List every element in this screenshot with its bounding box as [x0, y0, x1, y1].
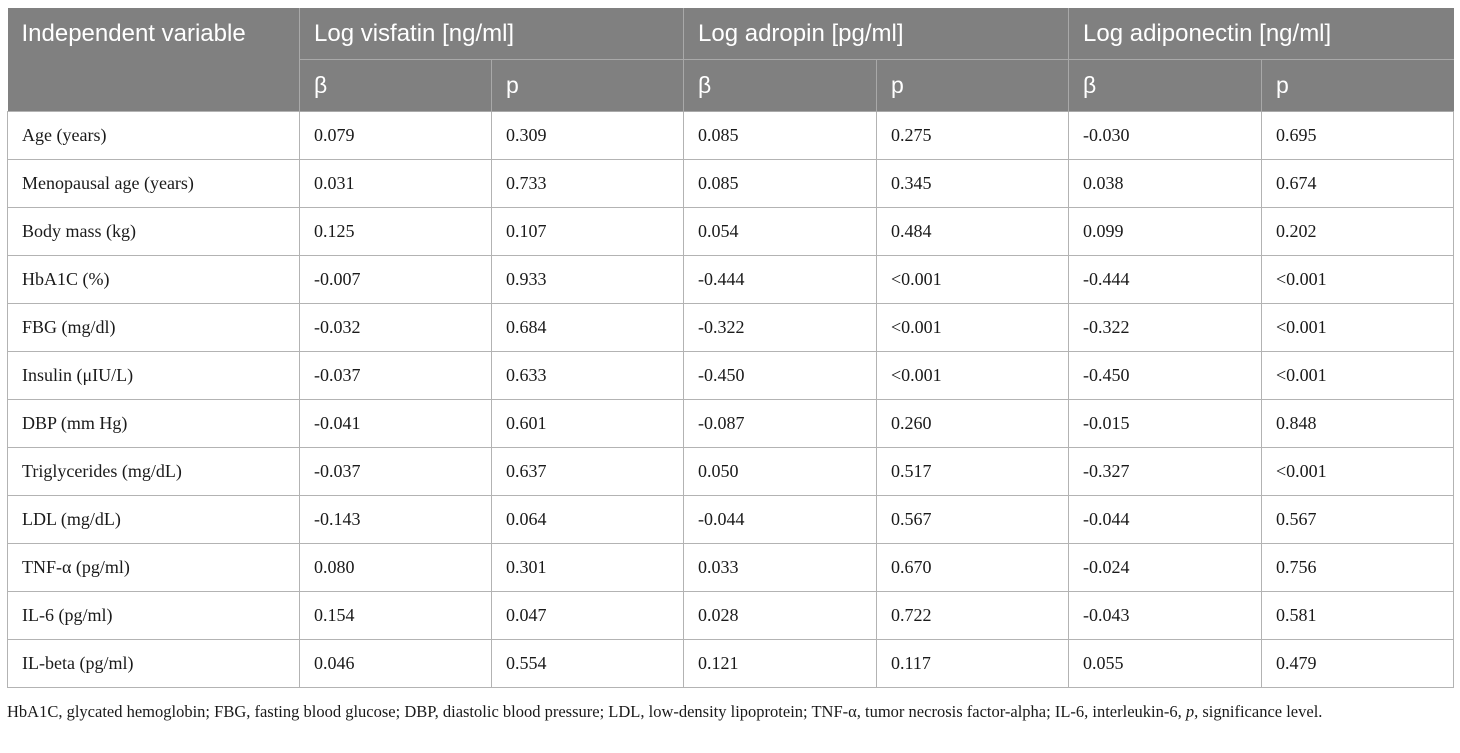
cell-adiponectin-p: <0.001 — [1262, 256, 1454, 304]
cell-adropin-beta: 0.050 — [684, 448, 877, 496]
table-footnote — [7, 700, 1453, 723]
table-row — [8, 208, 1454, 256]
cell-adropin-p: 0.345 — [877, 160, 1069, 208]
cell-adropin-p: 0.670 — [877, 544, 1069, 592]
table-body — [8, 112, 1454, 688]
header-visfatin-p: p — [492, 60, 684, 112]
cell-visfatin-p: 0.064 — [492, 496, 684, 544]
cell-variable: Body mass (kg) — [8, 208, 300, 256]
cell-visfatin-beta: 0.079 — [300, 112, 492, 160]
table-row — [8, 544, 1454, 592]
table-header — [8, 8, 1454, 112]
regression-results-table — [7, 8, 1454, 688]
cell-visfatin-p: 0.554 — [492, 640, 684, 688]
cell-adiponectin-beta: -0.327 — [1069, 448, 1262, 496]
cell-adropin-p: 0.722 — [877, 592, 1069, 640]
cell-visfatin-p: 0.637 — [492, 448, 684, 496]
table-row — [8, 448, 1454, 496]
cell-visfatin-beta: -0.037 — [300, 352, 492, 400]
cell-adropin-beta: -0.087 — [684, 400, 877, 448]
cell-adiponectin-beta: -0.444 — [1069, 256, 1262, 304]
cell-variable: Insulin (μIU/L) — [8, 352, 300, 400]
cell-visfatin-p: 0.633 — [492, 352, 684, 400]
cell-adiponectin-beta: 0.099 — [1069, 208, 1262, 256]
cell-adiponectin-beta: -0.015 — [1069, 400, 1262, 448]
cell-adropin-beta: 0.028 — [684, 592, 877, 640]
cell-variable: DBP (mm Hg) — [8, 400, 300, 448]
cell-variable: Triglycerides (mg/dL) — [8, 448, 300, 496]
table-row — [8, 496, 1454, 544]
cell-adiponectin-p: 0.695 — [1262, 112, 1454, 160]
cell-adropin-beta: -0.444 — [684, 256, 877, 304]
cell-visfatin-p: 0.107 — [492, 208, 684, 256]
cell-visfatin-beta: -0.041 — [300, 400, 492, 448]
cell-adropin-beta: 0.085 — [684, 160, 877, 208]
table-row — [8, 640, 1454, 688]
table-row — [8, 160, 1454, 208]
cell-adropin-p: <0.001 — [877, 352, 1069, 400]
cell-adiponectin-p: 0.674 — [1262, 160, 1454, 208]
cell-adiponectin-beta: -0.450 — [1069, 352, 1262, 400]
cell-adropin-p: 0.275 — [877, 112, 1069, 160]
cell-visfatin-p: 0.601 — [492, 400, 684, 448]
cell-adiponectin-beta: 0.038 — [1069, 160, 1262, 208]
table-row — [8, 112, 1454, 160]
header-adiponectin-beta: β — [1069, 60, 1262, 112]
header-log-adropin: Log adropin [pg/ml] — [684, 8, 1069, 60]
cell-visfatin-beta: -0.037 — [300, 448, 492, 496]
cell-adropin-p: 0.117 — [877, 640, 1069, 688]
cell-adropin-beta: -0.322 — [684, 304, 877, 352]
cell-variable: LDL (mg/dL) — [8, 496, 300, 544]
cell-variable: FBG (mg/dl) — [8, 304, 300, 352]
cell-adropin-p: 0.567 — [877, 496, 1069, 544]
cell-variable: Age (years) — [8, 112, 300, 160]
cell-adiponectin-p: <0.001 — [1262, 448, 1454, 496]
header-corner-blank — [8, 60, 300, 112]
cell-adropin-beta: 0.033 — [684, 544, 877, 592]
cell-adiponectin-p: 0.581 — [1262, 592, 1454, 640]
footnote-p-symbol: p — [1185, 702, 1195, 721]
cell-adropin-beta: -0.450 — [684, 352, 877, 400]
table-row — [8, 400, 1454, 448]
cell-variable: Menopausal age (years) — [8, 160, 300, 208]
cell-variable: HbA1C (%) — [8, 256, 300, 304]
cell-adiponectin-beta: -0.043 — [1069, 592, 1262, 640]
header-row-groups — [8, 8, 1454, 60]
cell-adropin-beta: 0.121 — [684, 640, 877, 688]
cell-adropin-p: <0.001 — [877, 256, 1069, 304]
cell-visfatin-beta: -0.143 — [300, 496, 492, 544]
header-visfatin-beta: β — [300, 60, 492, 112]
cell-adiponectin-beta: -0.044 — [1069, 496, 1262, 544]
cell-adiponectin-p: 0.567 — [1262, 496, 1454, 544]
cell-visfatin-beta: 0.031 — [300, 160, 492, 208]
cell-visfatin-p: 0.684 — [492, 304, 684, 352]
header-adiponectin-p: p — [1262, 60, 1454, 112]
table-row — [8, 256, 1454, 304]
table-row — [8, 352, 1454, 400]
header-independent-variable: Independent variable — [8, 8, 300, 60]
cell-adropin-p: 0.260 — [877, 400, 1069, 448]
cell-adiponectin-p: <0.001 — [1262, 304, 1454, 352]
cell-adiponectin-p: 0.202 — [1262, 208, 1454, 256]
cell-adropin-p: <0.001 — [877, 304, 1069, 352]
cell-adropin-beta: -0.044 — [684, 496, 877, 544]
table-row — [8, 304, 1454, 352]
footnote-text-end: , significance level. — [1194, 702, 1323, 721]
table-row — [8, 592, 1454, 640]
cell-visfatin-p: 0.733 — [492, 160, 684, 208]
cell-adiponectin-p: 0.848 — [1262, 400, 1454, 448]
cell-visfatin-p: 0.933 — [492, 256, 684, 304]
cell-visfatin-beta: 0.125 — [300, 208, 492, 256]
cell-adropin-beta: 0.054 — [684, 208, 877, 256]
cell-adiponectin-p: <0.001 — [1262, 352, 1454, 400]
cell-visfatin-p: 0.301 — [492, 544, 684, 592]
cell-variable: IL-6 (pg/ml) — [8, 592, 300, 640]
cell-adropin-p: 0.484 — [877, 208, 1069, 256]
header-adropin-p: p — [877, 60, 1069, 112]
cell-adiponectin-p: 0.756 — [1262, 544, 1454, 592]
results-table-container — [7, 8, 1453, 688]
cell-adiponectin-beta: -0.030 — [1069, 112, 1262, 160]
cell-adiponectin-p: 0.479 — [1262, 640, 1454, 688]
cell-adiponectin-beta: -0.322 — [1069, 304, 1262, 352]
cell-adiponectin-beta: 0.055 — [1069, 640, 1262, 688]
cell-visfatin-p: 0.047 — [492, 592, 684, 640]
cell-adiponectin-beta: -0.024 — [1069, 544, 1262, 592]
cell-adropin-p: 0.517 — [877, 448, 1069, 496]
cell-visfatin-beta: 0.154 — [300, 592, 492, 640]
cell-visfatin-p: 0.309 — [492, 112, 684, 160]
cell-visfatin-beta: 0.080 — [300, 544, 492, 592]
header-adropin-beta: β — [684, 60, 877, 112]
cell-adropin-beta: 0.085 — [684, 112, 877, 160]
header-log-visfatin: Log visfatin [ng/ml] — [300, 8, 684, 60]
cell-variable: TNF-α (pg/ml) — [8, 544, 300, 592]
cell-visfatin-beta: -0.032 — [300, 304, 492, 352]
header-row-stats — [8, 60, 1454, 112]
header-log-adiponectin: Log adiponectin [ng/ml] — [1069, 8, 1454, 60]
cell-variable: IL-beta (pg/ml) — [8, 640, 300, 688]
cell-visfatin-beta: 0.046 — [300, 640, 492, 688]
cell-visfatin-beta: -0.007 — [300, 256, 492, 304]
footnote-text: HbA1C, glycated hemoglobin; FBG, fasting blood glucose; DBP, diastolic blood pressure; LDL, low-density lipoprotein; TNF-α, tumor necrosis factor-alpha; IL-6, interleukin-6, — [7, 702, 1186, 721]
